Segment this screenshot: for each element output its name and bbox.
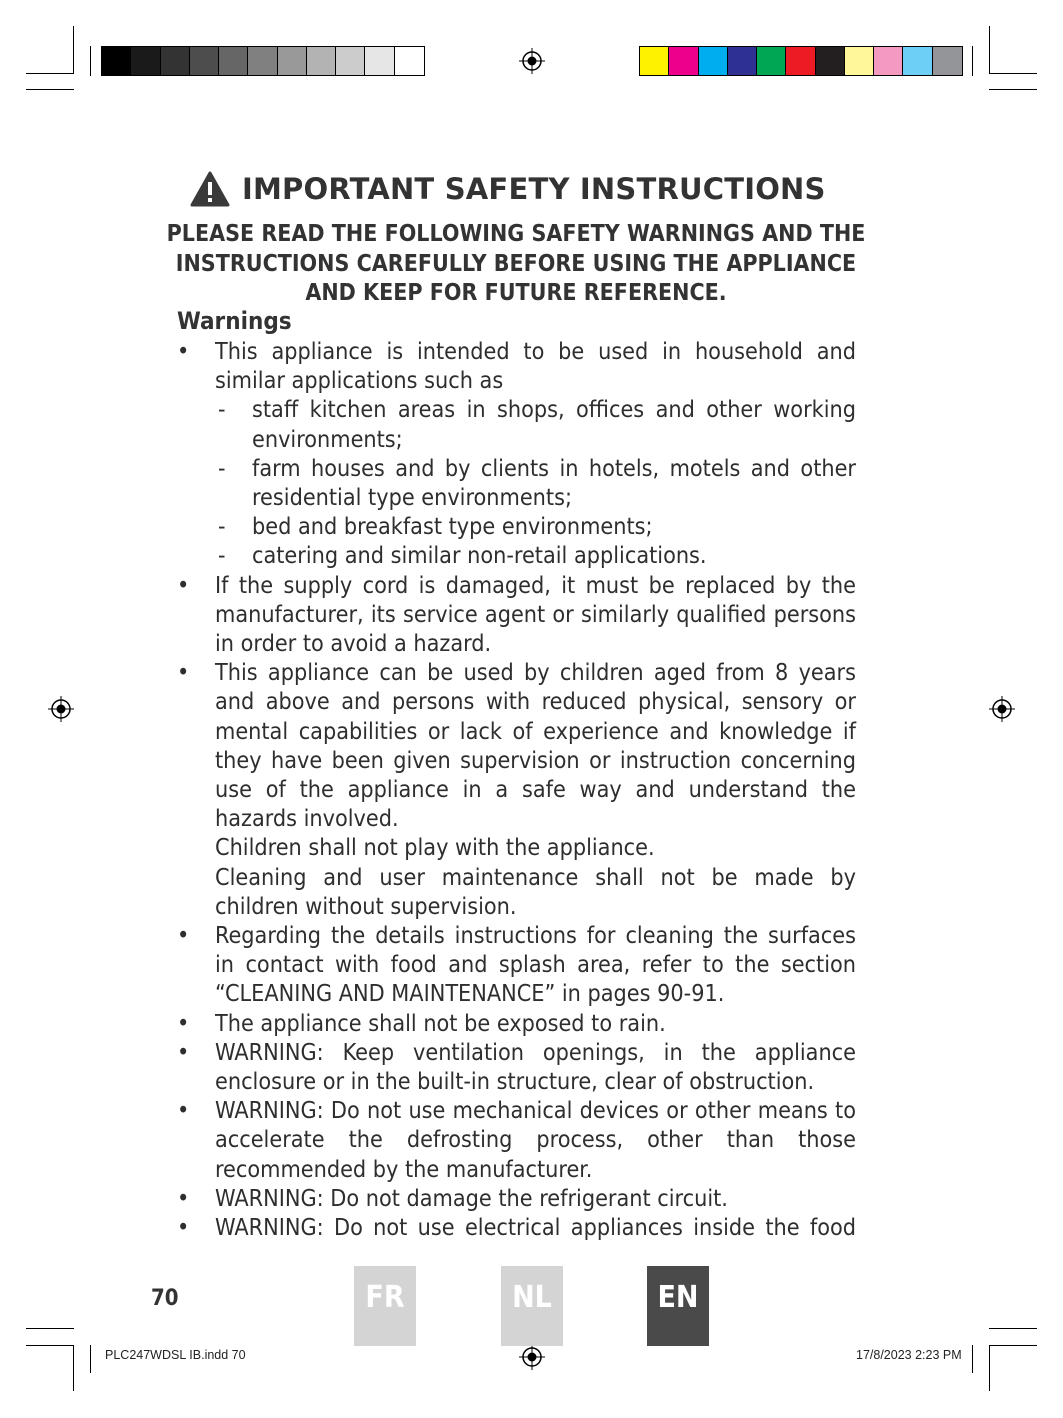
- color-swatch: [903, 47, 932, 75]
- color-swatch: [757, 47, 786, 75]
- bullet: •: [177, 1038, 190, 1066]
- dash: -: [218, 542, 226, 570]
- subheading-line: AND KEEP FOR FUTURE REFERENCE.: [305, 280, 727, 306]
- subheading-line: INSTRUCTIONS CAREFULLY BEFORE USING THE APPLIANCE: [175, 250, 857, 277]
- color-swatch: [933, 47, 962, 75]
- warning-subitem: [177, 454, 856, 512]
- warning-subitem: [177, 541, 856, 570]
- language-tab-nl: NL: [501, 1266, 563, 1346]
- warning-item: [177, 337, 856, 395]
- grayscale-bar: [101, 46, 425, 76]
- warning-continuation: Cleaning and user maintenance shall not be made by children without supervision.: [215, 863, 856, 920]
- subheading-line: PLEASE READ THE FOLLOWING SAFETY WARNINGS AND THE: [166, 221, 866, 247]
- page-title: IMPORTANT SAFETY INSTRUCTIONS: [242, 172, 826, 206]
- dash: -: [218, 396, 226, 424]
- warning-subitem: [177, 512, 856, 541]
- warning-text: This appliance can be used by children aged from 8 years and above and persons with reduced physical, sensory or mental capabilities or lack of experience and knowledge if they have been given supervision or instruction concerning use of the appliance in a safe way and understand the hazards involved.: [215, 659, 856, 833]
- bullet: •: [177, 1184, 190, 1212]
- color-swatch: [248, 47, 277, 75]
- warning-text: WARNING: Do not damage the refrigerant circuit.: [215, 1184, 728, 1212]
- color-swatch: [161, 47, 190, 75]
- warning-text: If the supply cord is damaged, it must be replaced by the manufacturer, its service agent or similarly qualified persons in order to avoid a hazard.: [215, 571, 856, 658]
- color-swatch: [786, 47, 815, 75]
- color-swatch: [190, 47, 219, 75]
- safety-subheading: [160, 220, 872, 309]
- warning-item: [177, 1009, 856, 1038]
- color-swatch: [219, 47, 248, 75]
- subitem-text: staff kitchen areas in shops, offices and other working environments;: [252, 396, 856, 453]
- color-swatch: [365, 47, 394, 75]
- bullet: •: [177, 1214, 190, 1242]
- bullet: •: [177, 571, 190, 599]
- color-swatch: [307, 47, 336, 75]
- warning-triangle-icon: [190, 171, 230, 207]
- warning-continuation: Children shall not play with the appliance.: [215, 834, 655, 862]
- warning-item: [177, 1184, 856, 1213]
- warning-item: [177, 571, 856, 659]
- warning-item: [177, 658, 856, 833]
- file-info: PLC247WDSL IB.indd 70: [105, 1348, 246, 1362]
- color-swatch: [395, 47, 424, 75]
- warning-text: WARNING: Do not use electrical appliances inside the food: [215, 1214, 856, 1242]
- warnings-list: [177, 337, 856, 1242]
- color-swatch: [102, 47, 131, 75]
- bullet: •: [177, 338, 190, 365]
- warning-item: [177, 1096, 856, 1184]
- warning-text: WARNING: Keep ventilation openings, in the appliance enclosure or in the built-in structure, clear of obstruction.: [215, 1038, 856, 1096]
- section-title: Warnings: [177, 307, 292, 335]
- language-tab-en: EN: [647, 1266, 709, 1346]
- color-swatch: [131, 47, 160, 75]
- dash: -: [218, 513, 226, 541]
- color-swatch: [669, 47, 698, 75]
- warning-text: Regarding the details instructions for cleaning the surfaces in contact with food and splash area, refer to the section “CLEANING AND MAINTENANCE” in pages 90-91.: [215, 922, 856, 1008]
- warning-item: [177, 921, 856, 1009]
- color-bar: [639, 46, 963, 76]
- warning-text: This appliance is intended to be used in household and similar applications such as: [215, 338, 856, 395]
- subitem-text: bed and breakfast type environments;: [252, 513, 653, 541]
- color-swatch: [699, 47, 728, 75]
- warning-item: [177, 1038, 856, 1096]
- subitem-text: catering and similar non-retail applications.: [252, 542, 707, 570]
- color-swatch: [640, 47, 669, 75]
- warning-text: WARNING: Do not use mechanical devices or other means to accelerate the defrosting process, other than those recommended by the manufacturer.: [215, 1097, 856, 1183]
- registration-mark-icon: [989, 696, 1015, 722]
- color-swatch: [728, 47, 757, 75]
- subitem-text: farm houses and by clients in hotels, motels and other residential type environments;: [252, 454, 856, 512]
- warning-text: The appliance shall not be exposed to rain.: [215, 1009, 666, 1037]
- registration-mark-icon: [519, 48, 545, 74]
- bullet: •: [177, 1097, 190, 1125]
- bullet: •: [177, 1009, 190, 1037]
- registration-mark-icon: [519, 1344, 545, 1370]
- color-swatch: [336, 47, 365, 75]
- color-swatch: [874, 47, 903, 75]
- bullet: •: [177, 922, 190, 950]
- warning-subitem: [177, 395, 856, 453]
- registration-mark-icon: [48, 696, 74, 722]
- color-swatch: [278, 47, 307, 75]
- title-row: [190, 168, 830, 210]
- warning-item: [177, 1213, 856, 1242]
- page-number: 70: [151, 1286, 179, 1311]
- color-swatch: [845, 47, 874, 75]
- bullet: •: [177, 659, 190, 687]
- date-info: 17/8/2023 2:23 PM: [856, 1348, 962, 1362]
- language-tab-fr: FR: [354, 1266, 416, 1346]
- dash: -: [218, 454, 226, 482]
- color-swatch: [816, 47, 845, 75]
